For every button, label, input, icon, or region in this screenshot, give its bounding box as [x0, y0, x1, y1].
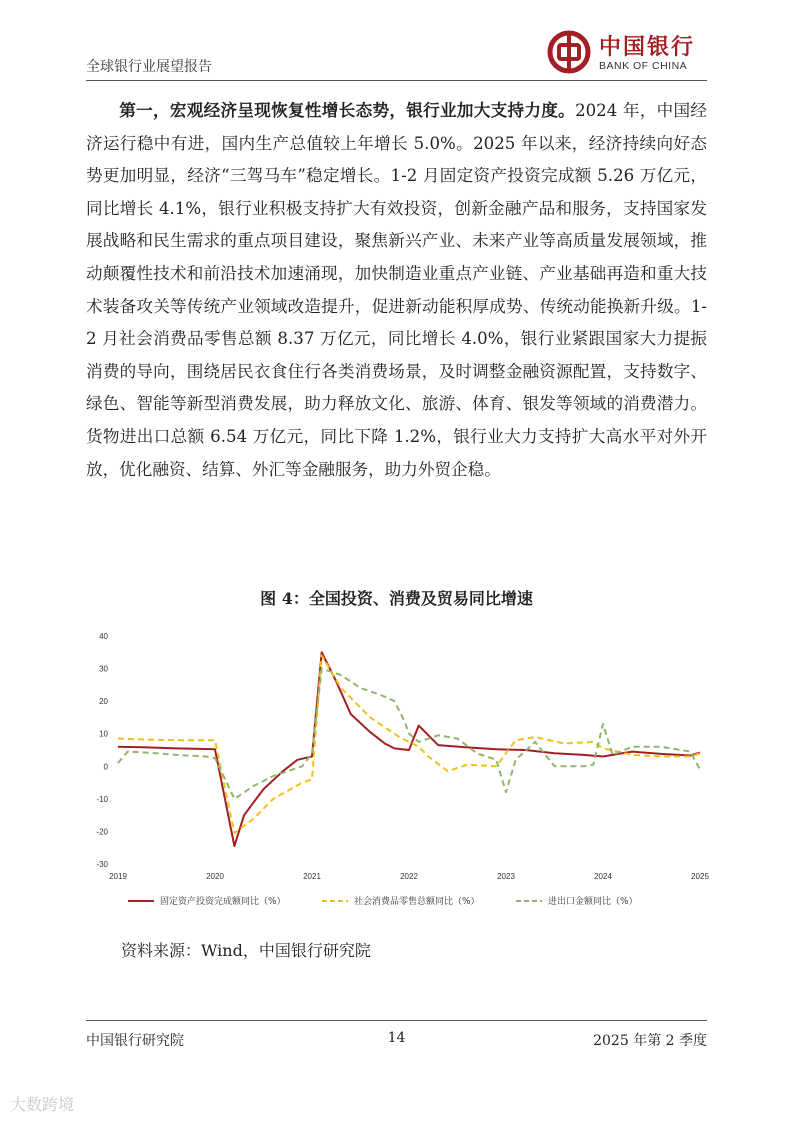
header-divider	[86, 80, 707, 81]
watermark: 大数跨境	[10, 1095, 75, 1114]
footer-period: 2025 年第 2 季度	[593, 1033, 707, 1049]
page-header	[86, 28, 707, 78]
x-tick-label: 2019	[109, 872, 127, 881]
page-footer	[86, 1020, 707, 1060]
page-number: 14	[387, 1030, 406, 1046]
line-chart	[86, 628, 726, 918]
y-tick-label: 10	[99, 729, 108, 739]
body-paragraph	[86, 94, 707, 486]
bank-of-china-emblem-icon	[547, 30, 591, 74]
paragraph-text: 2024 年，中国经济运行稳中有进，国内生产总值较上年增长 5.0%。2025 年以来，经济持续向好态势更加明显，经济“三驾马车”稳定增长。1-2 月固定资产投资完成额 5.26 万亿元，同比增长 4.1%，银行业积极支持扩大有效投资，创新金融产品和服务，支持国家发展战略和民生需求的重点项目建设，聚焦新兴产业、未来产业等高质量发展领域，推动颠覆性技术和前沿技术加速涌现，加快制造业重点产业链、产业基础再造和重大技术装备攻关等传统产业领域改造提升，促进新动能积厚成势、传统动能换新升级。1-2 月社会消费品零售总额 8.37 万亿元，同比增长 4.0%，银行业紧跟国家大力提振消费的导向，围绕居民衣食住行各类消费场景，及时调整金融资源配置，支持数字、绿色、智能等新型消费发展，助力释放文化、旅游、体育、银发等领域的消费潜力。货物进出口总额 6.54 万亿元，同比下降 1.2%，银行业大力支持扩大高水平对外开放，优化融资、结算、外汇等金融服务，助力外贸企稳。	[86, 101, 707, 479]
logo-english-name: BANK OF CHINA	[599, 60, 688, 72]
x-tick-label: 2021	[303, 872, 321, 881]
y-tick-label: 40	[99, 632, 108, 641]
paragraph-lead: 第一，宏观经济呈现恢复性增长态势，银行业加大支持力度。	[119, 100, 576, 120]
y-tick-label: 30	[99, 664, 108, 674]
footer-divider	[86, 1020, 707, 1021]
y-tick-label: -10	[96, 794, 108, 804]
chart-canvas	[86, 628, 726, 918]
y-tick-label: 0	[103, 762, 108, 772]
x-tick-label: 2024	[594, 872, 612, 881]
legend-label-3: 进出口金额同比（%）	[548, 897, 638, 907]
series-line-1	[118, 652, 700, 846]
x-tick-label: 2020	[206, 872, 224, 881]
legend-label-1: 固定资产投资完成额同比（%）	[160, 897, 286, 907]
series-line-2	[118, 656, 700, 834]
figure-title: 图 4：全国投资、消费及贸易同比增速	[260, 589, 533, 608]
x-tick-label: 2022	[400, 872, 418, 881]
logo-chinese-name: 中国银行	[599, 34, 696, 60]
series-line-3	[118, 669, 700, 799]
bank-logo	[547, 28, 707, 78]
y-tick-label: 20	[99, 697, 108, 707]
source-note: 资料来源：Wind，中国银行研究院	[121, 941, 371, 960]
legend-label-2: 社会消费品零售总额同比（%）	[354, 897, 480, 907]
footer-institute: 中国银行研究院	[86, 1033, 184, 1049]
report-title: 全球银行业展望报告	[86, 59, 212, 75]
y-tick-label: -20	[96, 827, 108, 837]
x-tick-label: 2023	[497, 872, 515, 881]
x-tick-label: 2025	[691, 872, 709, 881]
y-tick-label: -30	[96, 860, 108, 869]
